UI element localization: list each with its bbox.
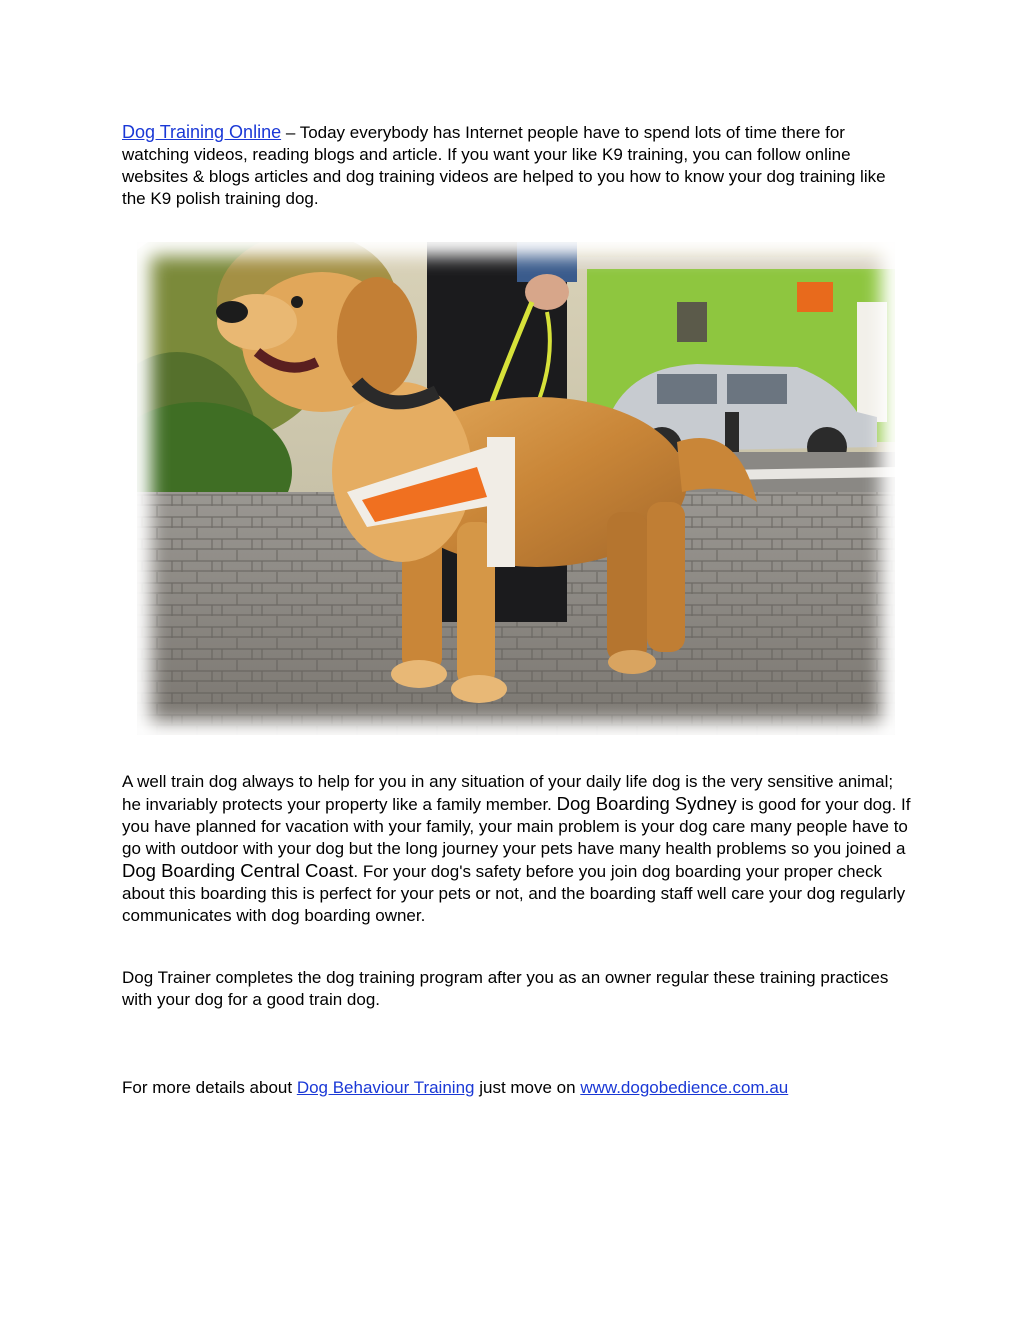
dogobedience-website-link[interactable]: www.dogobedience.com.au — [580, 1078, 789, 1097]
boarding-text-3: . For your dog's safety before you join dog boarding your proper check about this boarding this is perfect for your pets or not, and the boarding staff well care your dog regularly communicates with dog boarding owner. — [122, 862, 906, 925]
more-details-text-1: For more details about — [122, 1078, 297, 1097]
boarding-text-2: is good for your dog. If you have planned for vacation with your family, your main problem is your dog care many people have to go with outdoor with your dog but the long journey your pets have many health problems so you joined a — [122, 795, 911, 858]
dog-boarding-sydney-text: Dog Boarding Sydney — [556, 793, 737, 814]
intro-text: – Today everybody has Internet people have to spend lots of time there for watching videos, reading blogs and article. If you want your like K9 training, you can follow online websites & blogs articles and dog training videos are helped to you how to know your dog training like the K9 polish training dog. — [122, 123, 886, 208]
more-details-paragraph — [122, 1077, 912, 1099]
intro-paragraph — [122, 121, 912, 210]
more-details-text-2: just move on — [474, 1078, 581, 1097]
dog-training-online-link[interactable]: Dog Training Online — [122, 122, 282, 142]
guide-dog-photo — [137, 242, 895, 735]
boarding-text-1: A well train dog always to help for you in any situation of your daily life dog is the very sensitive animal; he invariably protects your property like a family member. — [122, 772, 894, 814]
dog-boarding-central-coast-text: Dog Boarding Central Coast — [122, 860, 354, 881]
boarding-paragraph — [122, 771, 912, 927]
dog-behaviour-training-link[interactable]: Dog Behaviour Training — [296, 1078, 475, 1097]
trainer-paragraph: Dog Trainer completes the dog training program after you as an owner regular these training practices with your dog for a good train dog. — [122, 968, 889, 1009]
